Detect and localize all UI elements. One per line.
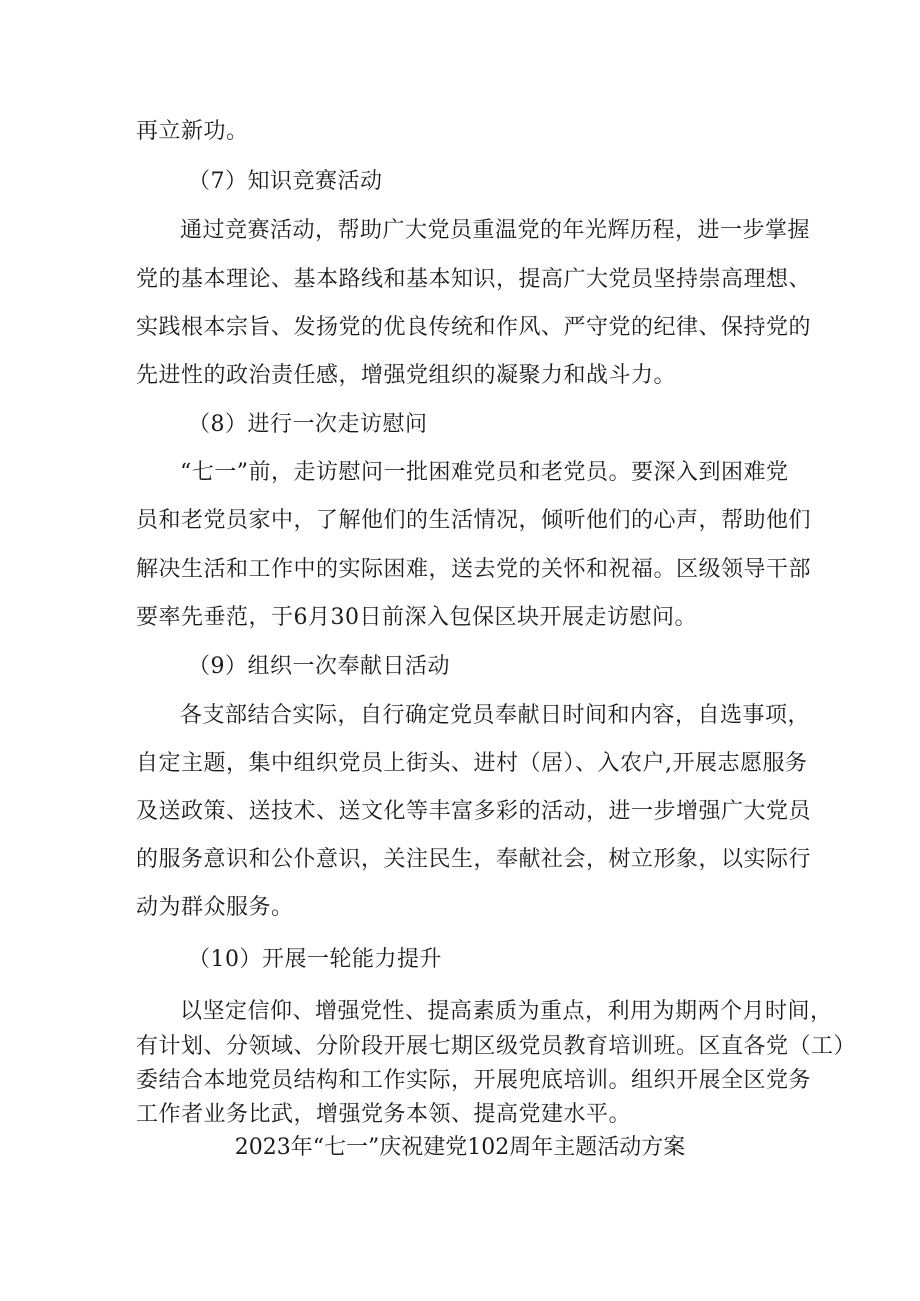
paragraph-line: 通过竞赛活动，帮助广大党员重温党的年光辉历程，进一步掌握 — [180, 218, 811, 243]
paragraph-line: 有计划、分领域、分阶段开展七期区级党员教育培训班。区直各党（工） — [136, 1034, 857, 1059]
paragraph-line: 先进性的政治责任感，增强党组织的凝聚力和战斗力。 — [136, 363, 677, 388]
paragraph-line: 解决生活和工作中的实际困难，送去党的关怀和祝福。区级领导干部 — [136, 557, 812, 582]
paragraph-line: 要率先垂范，于6月30日前深入包保区块开展走访慰问。 — [136, 605, 697, 630]
paragraph-line: 委结合本地党员结构和工作实际，开展兜底培训。组织开展全区党务 — [136, 1068, 812, 1093]
paragraph-line: 工作者业务比武，增强党务本领、提高党建水平。 — [136, 1102, 632, 1127]
paragraph-line: 员和老党员家中，了解他们的生活情况，倾听他们的心声，帮助他们 — [136, 508, 812, 533]
section-heading-8: （8）进行一次走访慰问 — [188, 412, 428, 437]
paragraph-line: 各支部结合实际，自行确定党员奉献日时间和内容，自选事项， — [180, 703, 811, 728]
paragraph-line: 以坚定信仰、增强党性、提高素质为重点，利用为期两个月时间， — [180, 999, 833, 1024]
paragraph-line: 实践根本宗旨、发扬党的优良传统和作风、严守党的纪律、保持党的 — [136, 315, 812, 340]
paragraph-line: 党的基本理论、基本路线和基本知识，提高广大党员坚持崇高理想、 — [136, 267, 812, 292]
paragraph-line: 动为群众服务。 — [136, 895, 294, 920]
section-heading-9: （9）组织一次奉献日活动 — [188, 654, 450, 679]
paragraph-line: 再立新功。 — [136, 119, 249, 144]
paragraph-line: 及送政策、送技术、送文化等丰富多彩的活动，进一步增强广大党员 — [136, 799, 812, 824]
paragraph-line: 的服务意识和公仆意识，关注民生，奉献社会，树立形象，以实际行 — [136, 847, 812, 872]
document-title: 2023年“七一”庆祝建党102周年主题活动方案 — [234, 1135, 686, 1160]
paragraph-line: 自定主题，集中组织党员上街头、进村（居）、入农户,开展志愿服务 — [136, 751, 808, 776]
section-heading-10: （10）开展一轮能力提升 — [188, 947, 442, 972]
paragraph-line: “七一”前，走访慰问一批困难党员和老党员。要深入到困难党 — [180, 460, 789, 485]
section-heading-7: （7）知识竞赛活动 — [188, 169, 383, 194]
